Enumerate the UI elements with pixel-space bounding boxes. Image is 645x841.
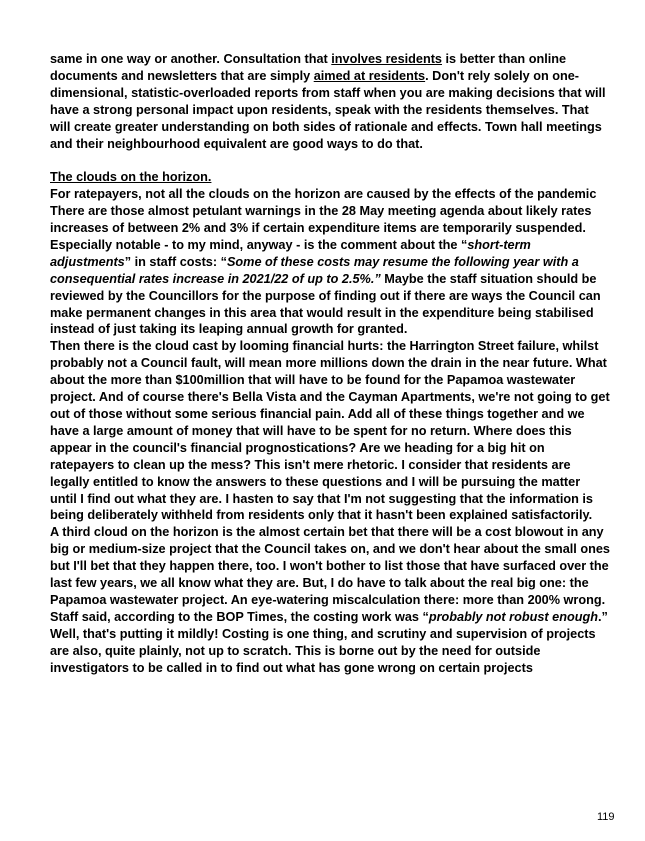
rates-warning-paragraph: [50, 203, 610, 338]
paragraph-spacer: [50, 152, 610, 169]
text-run: Maybe the staff situation should be reviewed by the Councillors for the purpose of finding out if there are ways the Council can make permanent changes in this area that would result in the expenditure being stabilised instead of just taking its leaping annual growth for granted.: [50, 271, 601, 337]
section-heading: The clouds on the horizon.: [50, 170, 212, 185]
text-run: is better than online documents and newsletters that are simply: [50, 52, 567, 83]
page-number: 119: [597, 811, 615, 823]
document-body: [50, 51, 610, 677]
text-run: . Don't rely solely on one-dimensional, statistic-overloaded reports from staff when you are making decisions that will have a strong personal impact upon residents, speak with the residents themselves. That will create greater understanding on both sides of rationale and effects. Town hall meetings and their neighbourhood equivalent are good ways to do that.: [50, 68, 606, 151]
italic-quote: short-term adjustments: [50, 237, 531, 269]
financial-hurts-paragraph: Then there is the cloud cast by looming financial hurts: the Harrington Street failure, whilst probably not a Council fault, will mean more millions down the drain in the near future. What about the more than $100million that will have to be found for the Papamoa wastewater project. And of course there's Bella Vista and the Cayman Apartments, we're not going to get out of those without some serious financial pain. Add all of these things together and we have a large amount of money that will have to be spent for no return. Where does this appear in the council's financial prognostications? Are we heading for a big hit on ratepayers to clean up the mess? This isn't mere rhetoric. I consider that residents are legally entitled to know the answers to these questions and I will be pursuing the matter until I find out what they are. I hasten to say that I'm not suggesting that the information is being deliberately withheld from residents only that it hasn't been explained satisfactorily.: [50, 339, 610, 523]
text-run: A third cloud on the horizon is the almost certain bet that there will be a cost blowout in any big or medium-size project that the Council takes on, and we don't hear about the small ones but I'll bet that they happen there, too. I won't bother to list those that have surfaced over the last few years, we all know what they are. But, I do have to talk about the real big one: the Papamoa wastewater project. An eye-watering miscalculation there: more than 200% wrong. Staff said, according to the BOP Times, the costing work was “: [50, 525, 610, 624]
cost-blowout-paragraph: [50, 524, 610, 676]
italic-quote: Some of these costs may resume the following year with a consequential rates increase in 2021/22 of up to 2.5%.”: [50, 254, 579, 286]
intro-paragraph: [50, 51, 610, 152]
pandemic-paragraph: For ratepayers, not all the clouds on the horizon are caused by the effects of the pandemic: [50, 187, 597, 202]
underlined-phrase: involves residents: [331, 52, 442, 66]
text-run: same in one way or another. Consultation that: [50, 52, 332, 66]
italic-quote: probably not robust enough: [428, 609, 598, 624]
text-run: There are those almost petulant warnings in the 28 May meeting agenda about likely rates increases of between 2% and 3% if certain expenditure items are temporarily suspended. Especially notable - to my mind, anyway - is the comment about the “: [50, 204, 592, 252]
text-run: .” Well, that's putting it mildly! Costing is one thing, and scrutiny and supervision of projects are also, quite plainly, not up to scratch. This is borne out by the need for outside investigators to be called in to find out what has gone wrong on certain projects: [50, 609, 608, 675]
underlined-phrase: aimed at residents: [313, 68, 426, 83]
text-run: ” in staff costs: “: [124, 254, 227, 269]
